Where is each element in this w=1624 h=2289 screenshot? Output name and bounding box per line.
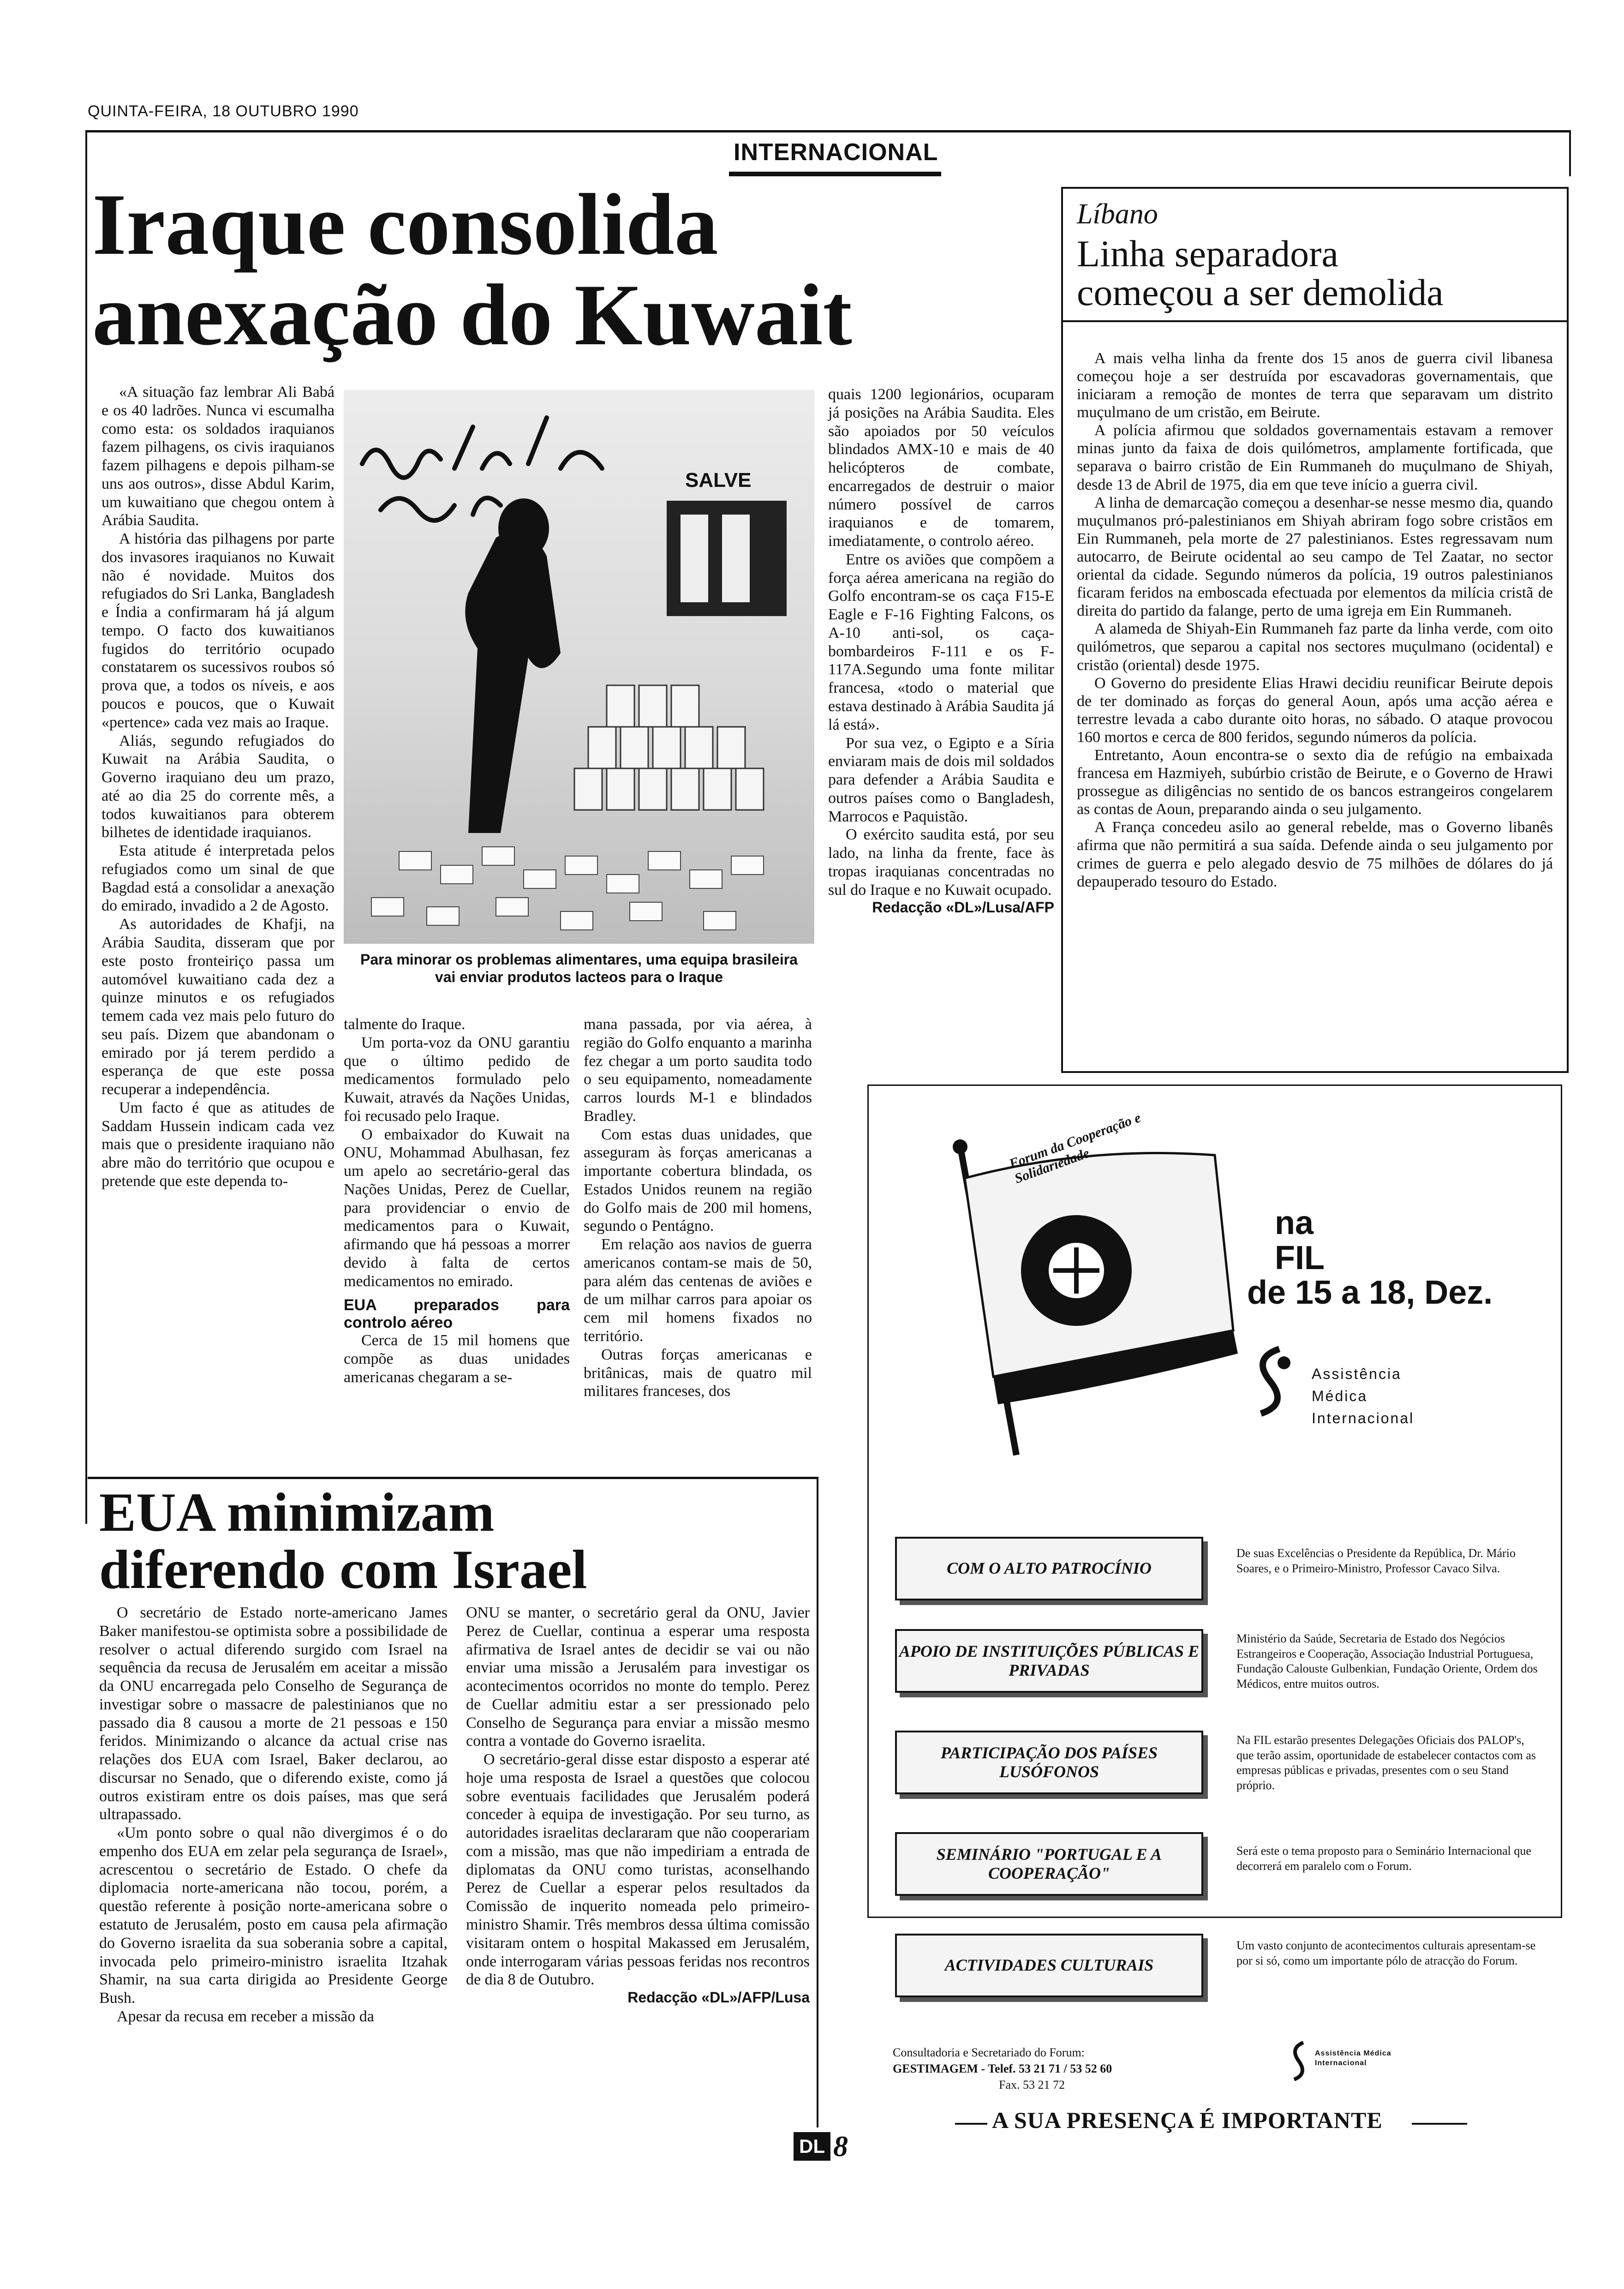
paragraph: Entre os aviões que compõem a força aérea americana na região do Golfo encontram-se os caça F15-E Eagle e F-16 Fighting Falcons, os A-10 anti-sol, os caça-bombardeiros F-111 e os F-117A.Segundo uma fonte militar francesa, «todo o material que estava destinado à Arábia Saudita já lá está».	[828, 551, 1054, 733]
ad-row-button: APOIO DE INSTITUIÇÕES PÚBLICAS E PRIVADAS	[895, 1629, 1203, 1693]
event-line-3: de 15 a 18, Dez.	[1247, 1274, 1493, 1312]
paragraph: «Um ponto sobre o qual não divergimos é o do empenho dos EUA em zelar pela segurança de Israel», acrescentou o secretário de Estado. O chefe da diplomacia norte-americana não tocou, porém, a questão referente à posição norte-americana sobre o estatuto de Jerusalém, posto em causa pela afirmação do Governo israelita da sua soberania sobre a capital, invocada pelo primeiro-ministro israelita Itzahak Shamir, na sua carta dirigida ao Presidente George Bush.	[99, 1824, 448, 2007]
eua-headline-line2: diferendo com Israel	[99, 1538, 587, 1600]
iraque-column-1	[102, 383, 334, 1191]
paragraph: As autoridades de Khafji, na Arábia Saudita, disseram que por este posto fronteiriço passa um automóvel kuwaitiano cada dez a quinze minutos e os refugiados temem cada vez mais pelo futuro do seu país. Dizem que abandonam o emirado por já terem perdido a esperança de que este possa recuperar a independência.	[102, 916, 334, 1098]
photo-caption: Para minorar os problemas alimentares, uma equipa brasileira vai enviar produtos lacteos para o Iraque	[360, 951, 798, 986]
left-frame-rule	[85, 130, 87, 1524]
libano-headline-line2: começou a ser demolida	[1077, 271, 1444, 314]
paragraph: Um facto é que as atitudes de Saddam Hussein indicam cada vez mais que o presidente iraquiano não abre mão do território que ocupou e pretende que este dependa to-	[102, 1099, 334, 1190]
photo-sign-text: SALVE	[685, 469, 752, 491]
paragraph: Em relação aos navios de guerra americanos contam-se mais de 50, para além das centenas de aviões e de um milhar carros para apoiar os cem mil homens fixados no território.	[584, 1236, 812, 1345]
ami-small-logo-icon	[1287, 2040, 1315, 2081]
slogan-rule-right	[1412, 2123, 1467, 2125]
paragraph: talmente do Iraque.	[344, 1016, 466, 1033]
paragraph: quais 1200 legionários, ocuparam já posições na Arábia Saudita. Eles são apoiados por 50 veículos blindados AMX-10 e mais de 40 helicópteros de combate, encarregados de destruir o maior número possível de carros iraquianos e de tomarem, imediatamente, o controlo aéreo.	[828, 386, 1054, 550]
iraque-headline-line2: anexação do Kuwait	[92, 266, 852, 364]
iraque-column-3	[584, 1015, 812, 1401]
paragraph: A história das pilhagens por parte dos invasores iraquianos no Kuwait não é novidade. Muitos dos refugiados do Sri Lanka, Bangladesh e Índia a confirmaram há já algum tempo. O facto dos kuwaitianos fugidos do território ocupado constatarem os sucessivos roubos só prova que, a todos os níveis, e aos poucos e poucos, que o Kuwait «pertence» cada vez mais ao Iraque.	[102, 530, 334, 731]
footer-logo	[794, 2132, 830, 2161]
paragraph: A alameda de Shiyah-Ein Rummaneh faz parte da linha verde, com oito quilómetros, que separou a capital nos sectores muçulmano (ocidental) e cristão (oriental) desde 1975.	[1077, 620, 1553, 674]
ad-row-text: Na FIL estarão presentes Delegações Oficiais dos PALOP's, que terão assim, oportunidade de estabelecer contactos com as empresas públicas e privadas, presentes com o seu Stand próprio.	[1236, 1733, 1536, 1792]
article-credit: Redacção «DL»/Lusa/AFP	[872, 899, 1054, 916]
ad-row-text: Será este o tema proposto para o Seminário Internacional que decorrerá em paralelo com o Forum.	[1236, 1844, 1531, 1873]
ami-logo-icon	[1247, 1344, 1302, 1418]
subheading: EUA preparados para controlo aéreo	[344, 1296, 570, 1331]
ad-rows	[895, 1537, 1550, 2044]
footer-logo-text: DL	[799, 2135, 825, 2157]
ad-row-text: De suas Excelências o Presidente da República, Dr. Mário Soares, e o Primeiro-Ministro, Professor Cavaco Silva.	[1236, 1546, 1516, 1575]
paragraph: Aliás, segundo refugiados do Kuwait na Arábia Saudita, o Governo iraquiano deu um prazo, até ao dia 25 do corrente mês, a todos kuwaitianos para obterem bilhetes de identidade iraquianos.	[102, 732, 334, 841]
ad-contact	[893, 2044, 1112, 2093]
ad-slogan: A SUA PRESENÇA É IMPORTANTE	[992, 2107, 1383, 2133]
ad-flag-text: Forum da Cooperação e Solidariedade	[1007, 1110, 1143, 1186]
paragraph: O secretário-geral disse estar disposto a esperar até hoje uma resposta de Israel a questões que colocou sobre eventuais facilidades que Jerusalém poderá conceder à equipa de investigação. Por seu turno, as autoridades israelitas declararam que não cooperariam com a missão, mas que não impediriam a entrada de diplomatas da ONU como turistas, aconselhando Perez de Cuellar a esperar pelos resultados da Comissão de inquerito nomeada pelo primeiro-ministro Shamir. Três membros dessa última comissão visitaram ontem o hospital Makassed em Jerusalém, onde interrogaram várias pessoas feridas nos recontros de dia 8 de Outubro.	[466, 1751, 810, 1989]
section-tag: INTERNACIONAL	[734, 139, 938, 166]
eua-headline-line1: EUA minimizam	[99, 1481, 495, 1543]
libano-rule	[1061, 320, 1569, 322]
photo-illustration	[344, 390, 814, 944]
org-line-1: Assistência	[1312, 1366, 1402, 1382]
contact-line-1: Consultadoria e Secretariado do Forum:	[893, 2046, 1085, 2059]
iraque-headline	[92, 176, 1061, 364]
eua-right-rule	[817, 1477, 818, 2127]
ad-event-info	[1247, 1206, 1493, 1311]
contact-line-3: Fax. 53 21 72	[999, 2078, 1065, 2092]
iraque-column-4	[828, 385, 1054, 917]
eua-column-1	[99, 1604, 448, 2026]
paragraph: A França concedeu asilo ao general rebelde, mas o Governo libanês afirma que não permitirá a sua saída. Defende ainda o seu julgamento por crimes de guerra e pelo alegado desvio de 75 milhões de dólares do já depauperado tesouro do Estado.	[1077, 819, 1553, 890]
eua-column-2	[466, 1604, 810, 2007]
section-underline	[729, 172, 941, 176]
paragraph: Esta atitude é interpretada pelos refugiados como um sinal de que Bagdad está a consolidar a anexação do emirado, invadido a 2 de Agosto.	[102, 842, 334, 915]
ad-row-button: COM O ALTO PATROCÍNIO	[895, 1537, 1203, 1600]
top-rule	[85, 130, 1571, 132]
issue-date: QUINTA-FEIRA, 18 OUTUBRO 1990	[88, 102, 359, 120]
paragraph: Cerca de 15 mil homens que compõe as duas unidades americanas chegaram a se-	[344, 1332, 570, 1386]
news-photo	[344, 390, 814, 944]
page-number: 8	[833, 2130, 848, 2163]
paragraph: «A situação faz lembrar Ali Babá e os 40 ladrões. Nunca vi escumalha como esta: os soldados iraquianos fazem pilhagens, os civis iraquianos fazem pilhagens e depois pilham-se uns aos outros», disse Abdul Karim, um kuwaitiano que chegou ontem à Arábia Saudita.	[102, 383, 334, 529]
ad-row-text: Um vasto conjunto de acontecimentos culturais apresentam-se por si só, como um importante pólo de atracção do Forum.	[1236, 1939, 1536, 1967]
paragraph: Outras forças americanas e britânicas, mais de quatro mil militares franceses, dos	[584, 1346, 812, 1400]
eua-top-rule	[88, 1477, 817, 1479]
event-line-2: FIL	[1275, 1239, 1325, 1276]
libano-headline-line1: Linha separadora	[1077, 233, 1338, 275]
ad-org-name	[1312, 1363, 1414, 1429]
paragraph: Um porta-voz da ONU garantiu que o último pedido de medicamentos formulado pelo Kuwait, através da Nações Unidas, foi recusado pelo Iraque.	[344, 1034, 570, 1125]
right-frame-rule	[1569, 130, 1571, 176]
paragraph: mana passada, por via aérea, à região do Golfo enquanto a marinha fez chegar a um porto saudita todo o seu equipamento, nomeadamente carros lourds M-1 e blindados Bradley.	[584, 1016, 812, 1125]
libano-kicker: Líbano	[1077, 198, 1158, 230]
iraque-headline-line1: Iraque consolida	[92, 176, 718, 273]
org-line-2: Médica	[1312, 1388, 1368, 1404]
libano-headline	[1077, 234, 1553, 312]
paragraph: A mais velha linha da frente dos 15 anos de guerra civil libanesa começou hoje a ser destruída por escavadoras governamentais, que iniciaram a remoção de montes de terra que separavam um distrito muçulmano de um cristão, em Beirute.	[1077, 349, 1553, 421]
org-line-3: Internacional	[1312, 1410, 1415, 1426]
paragraph: A polícia afirmou que soldados governamentais estavam a remover minas junto da faixa de dois quilómetros, amplamente fortificada, que separava o bairro cristão de Ein Rummaneh do muçulmano de Shiyah, desde 13 de Abril de 1975, dia em que teve início a guerra civil.	[1077, 422, 1553, 493]
paragraph: O secretário de Estado norte-americano James Baker manifestou-se optimista sobre a possibilidade de resolver o actual diferendo surgido com Israel na sequência da recusa de Jerusalém em aceitar a missão da ONU encarregada pelo Conselho de Segurança de investigar sobre o massacre de palestinianos que no passado dia 8 causou a morte de 21 pessoas e 150 feridos. Minimizando o alcance da actual crise nas relações dos EUA com Israel, Baker declarou, ao discursar no Senado, que o diferendo existe, como já outros existiram entre os dois países, mas que será ultrapassado.	[99, 1604, 448, 1823]
eua-headline	[99, 1481, 810, 1600]
ad-flag-graphic	[938, 1137, 1261, 1460]
paragraph: Entretanto, Aoun encontra-se o sexto dia de refúgio na embaixada francesa em Hazmiyeh, subúrbio cristão de Beirute, e o Governo de Hrawi prossegue as diligências no sentido de os bancos estrangeiros congelarem as contas de Aoun, preparando ainda o seu julgamento.	[1077, 746, 1553, 818]
contact-line-2: GESTIMAGEM - Telef. 53 21 71 / 53 52 60	[893, 2062, 1112, 2076]
paragraph: O exército saudita está, por seu lado, na linha da frente, face às tropas iraquianas concentradas no sul do Iraque e no Kuwait ocupado.	[828, 826, 1054, 899]
ad-row-button: ACTIVIDADES CULTURAIS	[895, 1934, 1203, 1997]
ad-row-button: SEMINÁRIO "PORTUGAL E A COOPERAÇÃO"	[895, 1832, 1203, 1896]
paragraph: O embaixador do Kuwait na ONU, Mohammad Abulhasan, fez um apelo ao secretário-geral das Nações Unidas, Perez de Cuellar, para providenciar o envio de medicamentos para o Kuwait, afirmando que há pessoas a morrer devido à falta de certos medicamentos no emirado.	[344, 1126, 570, 1290]
ad-small-org: Assistência Médica Internacional	[1315, 2049, 1391, 2067]
paragraph: Apesar da recusa em receber a missão da	[117, 2007, 374, 2025]
libano-box	[1061, 187, 1569, 1073]
paragraph: O Governo do presidente Elias Hrawi decidiu reunificar Beirute depois de ter dominado as forças do general Aoun, após uma acção aérea e terrestre levada a cabo durante oito horas, no sábado. O ataque provocou 160 mortos e cerca de 800 feridos, segundo números da polícia.	[1077, 674, 1553, 746]
event-line-1: na	[1275, 1204, 1314, 1241]
iraque-column-2	[344, 1015, 570, 1387]
ad-row-button: PARTICIPAÇÃO DOS PAÍSES LUSÓFONOS	[895, 1731, 1203, 1794]
paragraph: Por sua vez, o Egipto e a Síria enviaram mais de dois mil soldados para defender a Arábia Saudita e outros países como o Bangladesh, Marrocos e Paquistão.	[828, 734, 1054, 825]
libano-body	[1077, 349, 1553, 891]
slogan-rule	[955, 2123, 987, 2125]
paragraph: ONU se manter, o secretário geral da ONU, Javier Perez de Cuellar, continua a esperar uma resposta afirmativa de Israel antes de decidir se vai ou não enviar uma missão a Jerusalém para investigar os acontecimentos ocorridos no monte do templo. Perez de Cuellar admitiu estar a ser pressionado pelo Conselho de Segurança para enviar a missão mesmo contra a vontade do Governo israelita.	[466, 1604, 810, 1750]
article-credit: Redacção «DL»/AFP/Lusa	[627, 1989, 810, 2006]
paragraph: A linha de demarcação começou a desenhar-se nesse mesmo dia, quando muçulmanos pró-palestinianos em Shiyah abriram fogo sobre cristãos em Ein Rummaneh, pela morte de 27 palestinianos. Estes regressavam num autocarro, de Beirute ocidental ao seu campo de Tel Zaatar, no sector oriental da cidade. Segundo números da polícia, 19 outros palestinianos ficaram feridos na emboscada efectuada por elementos da milícia cristã de direita do partido da falange, perto de uma igreja em Ein Rummaneh.	[1077, 494, 1553, 620]
paragraph: Com estas duas unidades, que asseguram às forças americanas a importante cobertura blindada, os Estados Unidos reunem na região do Golfo mais de 200 mil homens, segundo o Pentágno.	[584, 1126, 812, 1235]
ad-row-text: Ministério da Saúde, Secretaria de Estado dos Negócios Estrangeiros e Cooperação, Associação Industrial Portuguesa, Fundação Calouste Gulbenkian, Fundação Oriente, Ordem dos Médicos, entre muitos outros.	[1236, 1632, 1538, 1690]
